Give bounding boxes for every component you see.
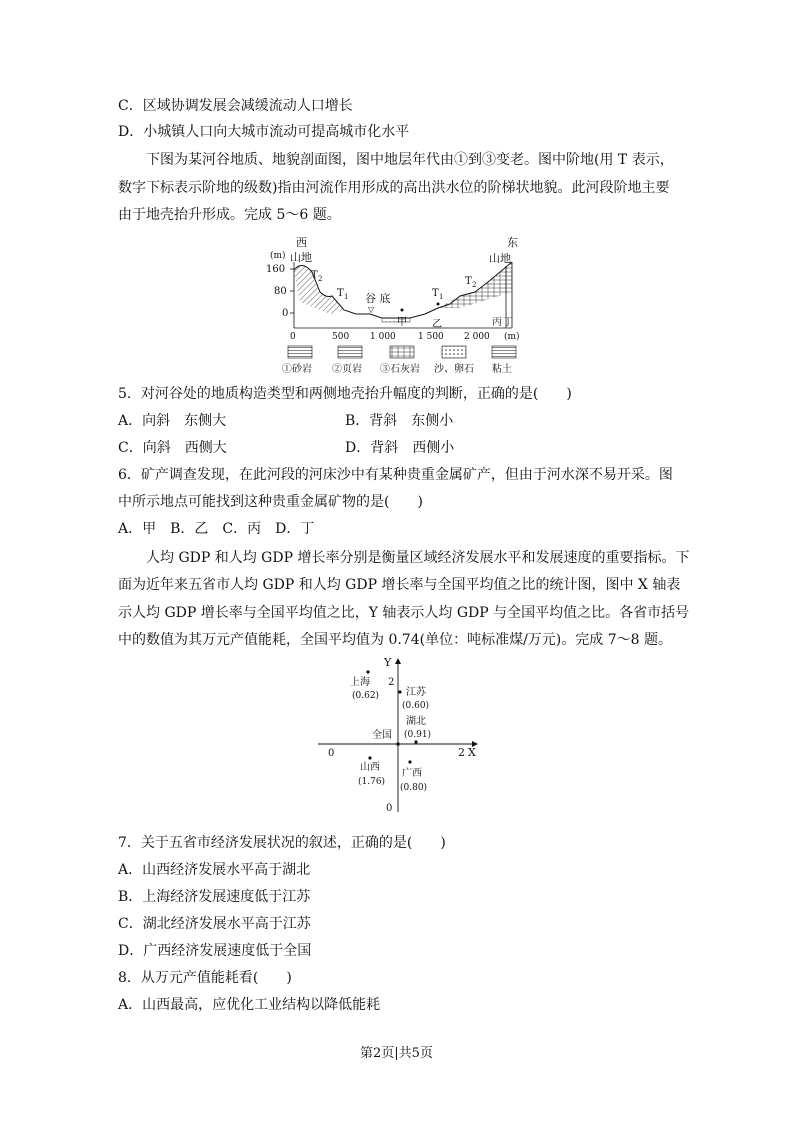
y-tick-2: 2 xyxy=(388,677,395,688)
terrace-t2-east-sub: 2 xyxy=(472,281,477,289)
intro1-line1: 下图为某河谷地质、地貌剖面图，图中地层年代由①到③变老。图中阶地(用 T 表示， xyxy=(146,152,674,168)
q5-option-c: C．向斜 西侧大 xyxy=(118,440,227,456)
label-guangxi: 广西 xyxy=(402,768,422,779)
point-bing: 丙 xyxy=(492,317,502,328)
x-tick-2000: 2 000 xyxy=(464,332,490,342)
energy-hubei: (0.91) xyxy=(404,730,432,740)
page-footer: 第2页|共5页 xyxy=(360,1046,433,1061)
terrace-t1-west-sub: 1 xyxy=(344,293,349,301)
energy-jiangsu: (0.60) xyxy=(402,701,430,711)
origin-label: 0 xyxy=(328,748,335,759)
point-jia: 甲 xyxy=(397,317,407,328)
q4-option-c: C．区域协调发展会减缓流动人口增长 xyxy=(118,98,353,114)
q8-option-a: A．山西最高，应优化工业结构以降低能耗 xyxy=(118,997,381,1013)
point-national xyxy=(396,742,400,746)
q5-option-b: B．背斜 东侧小 xyxy=(345,413,454,429)
point-shanghai xyxy=(366,670,369,673)
y-tick-0: 0 xyxy=(282,308,289,319)
q7-option-a: A．山西经济发展水平高于湖北 xyxy=(118,862,311,878)
legend-sandstone: ①砂岩 xyxy=(282,364,312,375)
q7-stem: 7．关于五省市经济发展状况的叙述，正确的是( ) xyxy=(118,835,446,851)
q6-stem-line1: 6．矿产调查发现，在此河段的河床沙中有某种贵重金属矿产，但由于河水深不易开采。图 xyxy=(118,467,673,483)
q8-stem: 8．从万元产值能耗看( ) xyxy=(118,970,292,986)
west-mountain-label: 山地 xyxy=(290,251,312,264)
x-axis-label: X xyxy=(468,746,476,759)
valley-profile-figure xyxy=(260,232,530,380)
label-national: 全国 xyxy=(372,730,392,741)
q6-stem-line2: 中所示地点可能找到这种贵重金属矿物的是( ) xyxy=(118,494,423,510)
point-jiangsu xyxy=(398,690,401,693)
point-shanxi xyxy=(368,756,371,759)
svg-text:▽: ▽ xyxy=(368,305,375,314)
y-tick-0: 0 xyxy=(386,803,393,814)
q7-option-c: C．湖北经济发展水平高于江苏 xyxy=(118,916,311,932)
point-guangxi xyxy=(408,760,411,763)
energy-shanxi: (1.76) xyxy=(358,777,386,787)
y-tick-80: 80 xyxy=(274,286,287,297)
label-jiangsu: 江苏 xyxy=(406,687,426,698)
label-hubei: 湖北 xyxy=(406,716,426,727)
q7-option-d: D．广西经济发展速度低于全国 xyxy=(118,943,312,959)
x-tick-500: 500 xyxy=(332,332,350,342)
terrace-t2-west-sub: 2 xyxy=(318,275,323,283)
q5-option-d: D．背斜 西侧小 xyxy=(345,440,455,456)
q6-options: A．甲 B．乙 C．丙 D．丁 xyxy=(118,521,315,537)
y-axis-label: Y xyxy=(384,656,392,669)
east-mountain-label: 山地 xyxy=(489,252,511,265)
x-unit: (m) xyxy=(504,332,520,342)
terrace-t2-west: T xyxy=(311,270,318,281)
x-tick-0: 0 xyxy=(290,332,296,342)
y-unit: (m) xyxy=(270,251,286,261)
q4-option-d: D．小城镇人口向大城市流动可提高城市化水平 xyxy=(118,124,410,140)
x-tick-1500: 1 500 xyxy=(418,332,444,342)
intro1-line3: 由于地壳抬升形成。完成 5～6 题。 xyxy=(118,207,341,223)
point-hubei xyxy=(414,740,417,743)
intro2-line3: 示人均 GDP 增长率与全国平均值之比，Y 轴表示人均 GDP 与全国平均值之比。各省市括号 xyxy=(118,605,690,621)
terrace-t1-east-sub: 1 xyxy=(439,293,444,301)
intro2-line4: 中的数值为其万元产值能耗，全国平均值为 0.74(单位：吨标准煤/万元)。完成 7～8 题。 xyxy=(118,632,672,648)
y-tick-160: 160 xyxy=(266,264,286,275)
legend-shale: ②页岩 xyxy=(332,364,362,375)
y-axis-arrow xyxy=(395,658,401,664)
intro2-line2: 面为近年来五省市人均 GDP 和人均 GDP 增长率与全国平均值之比的统计图，图中 X 轴表 xyxy=(118,577,681,593)
energy-guangxi: (0.80) xyxy=(400,783,428,793)
point-yi: 乙 xyxy=(432,319,442,330)
west-label: 西 xyxy=(296,236,307,249)
x-tick-2: 2 xyxy=(458,746,465,759)
legend-sand-gravel: 沙、卵石 xyxy=(434,364,474,375)
label-shanghai: 上海 xyxy=(350,677,370,688)
q5-option-a: A．向斜 东侧大 xyxy=(118,413,227,429)
gdp-scatter-chart xyxy=(312,652,488,820)
terrace-t2-east: T xyxy=(465,276,472,287)
intro2-line1: 人均 GDP 和人均 GDP 增长率分别是衡量区域经济发展水平和发展速度的重要指标。下 xyxy=(146,550,690,566)
point-ding: 丁 xyxy=(503,317,513,328)
east-label: 东 xyxy=(507,236,518,249)
legend-limestone: ③石灰岩 xyxy=(380,364,420,375)
q7-option-b: B．上海经济发展速度低于江苏 xyxy=(118,889,311,905)
q5-stem: 5．对河谷处的地质构造类型和两侧地壳抬升幅度的判断，正确的是( ) xyxy=(118,386,572,402)
valley-floor-label: 谷 底 xyxy=(365,292,391,305)
intro1-line2: 数字下标表示阶地的级数)指由河流作用形成的高出洪水位的阶梯状地貌。此河段阶地主要 xyxy=(118,180,670,196)
label-shanxi: 山西 xyxy=(360,762,380,773)
terrace-t1-west: T xyxy=(337,288,344,299)
energy-shanghai: (0.62) xyxy=(352,691,380,701)
terrace-t1-east: T xyxy=(432,288,439,299)
x-tick-1000: 1 000 xyxy=(370,332,396,342)
legend-clay: 粘土 xyxy=(492,364,512,375)
